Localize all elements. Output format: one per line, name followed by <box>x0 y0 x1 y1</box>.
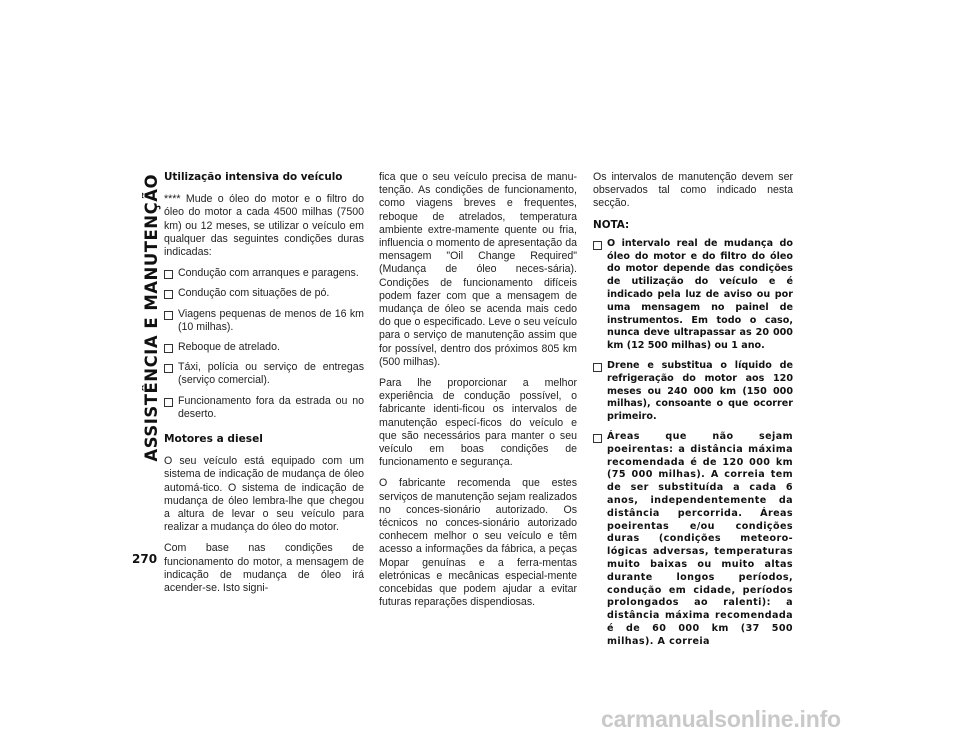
checkbox-square-icon <box>164 311 173 320</box>
checkbox-square-icon <box>593 363 602 372</box>
paragraph-maintenance-intervals: Para lhe proporcionar a melhor experiência de condução possível, o fabricante identi-ficou os intervalos de manutenção especí-ficos do veículo e que são necessários para manter o seu veículo em boas condições de funcionamento e segurança. <box>379 377 577 469</box>
column-1 <box>164 171 364 603</box>
page-number: 270 <box>132 552 158 566</box>
diesel-paragraph-2: Com base nas condições de funcionamento do motor, a mensagem de indicação de mudança de óleo irá acender-se. Isto signi- <box>164 542 364 595</box>
list-item: Condução com situações de pó. <box>164 287 364 300</box>
paragraph-intervals: Os intervalos de manutenção devem ser observados tal como indicado nesta secção. <box>593 171 793 210</box>
checkbox-square-icon <box>164 364 173 373</box>
paragraph-dealer: O fabricante recomenda que estes serviços de manutenção sejam realizados no conces-sionário autorizado. Os técnicos no conces-sionário autorizado conhecem melhor o seu veículo e têm acesso a informações da fábrica, a peças Mopar genuínas e a ferra-mentas eletrónicas e mecânicas especial-mente concebidas que podem ajudar a evitar futuras reparações dispendiosas. <box>379 477 577 609</box>
note-item: Drene e substitua o líquido de refrigeração do motor aos 120 meses ou 240 000 km (150 000 milhas), consoante o que ocorrer primeiro. <box>593 360 793 424</box>
note-label: NOTA: <box>593 218 630 231</box>
list-item: Viagens pequenas de menos de 16 km (10 milhas). <box>164 308 364 334</box>
section-title-text: ASSISTÊNCIA E MANUTENÇÃO <box>141 174 161 462</box>
intro-paragraph: **** Mude o óleo do motor e o filtro do óleo do motor a cada 4500 milhas (7500 km) ou 12 meses, se utilizar o veículo em qualquer das seguintes condições duras indicadas: <box>164 193 364 259</box>
checkbox-square-icon <box>164 398 173 407</box>
diesel-paragraph-1: O seu veículo está equipado com um sistema de indicação de mudança de óleo automá-tico. O sistema de indicação de mudança de óleo lembra-lhe que chegou a altura de levar o seu veículo para realizar a mudança do óleo do motor. <box>164 455 364 534</box>
heading-intensive-use: Utilização intensiva do veículo <box>164 171 343 183</box>
list-item: Táxi, polícia ou serviço de entregas (serviço comercial). <box>164 361 364 387</box>
paragraph-oil-change: fica que o seu veículo precisa de manu-tenção. As condições de funcionamento, como viagens breves e frequentes, reboque de atrelados, temperatura ambiente extre-mamente quente ou fria, influencia o momento de apresentação da mensagem "Oil Change Required" (Mudança de óleo neces-sária). Condições de funcionamento difíceis podem fazer com que a mensagem de mudança de óleo se acenda mais cedo do que o especificado. Leve o seu veículo para o serviço de manutenção assim que for possível, dentro dos próximos 805 km (500 milhas). <box>379 171 577 368</box>
section-title <box>134 174 168 548</box>
heading-diesel-engines: Motores a diesel <box>164 433 263 446</box>
checkbox-square-icon <box>164 290 173 299</box>
list-item: Funcionamento fora da estrada ou no deserto. <box>164 395 364 421</box>
column-2 <box>379 171 577 618</box>
column-3 <box>593 171 793 656</box>
note-item: O intervalo real de mudança do óleo do motor e do filtro do óleo do motor depende das condições de utilização do veículo e é indicado pela luz de aviso ou por uma mensagem no painel de instrumentos. Em todo o caso, nunca deve ultrapassar as 20 000 km (12 500 milhas) ou 1 ano. <box>593 238 793 353</box>
watermark: carmanualsonline.info <box>601 706 841 732</box>
checkbox-square-icon <box>164 344 173 353</box>
checkbox-square-icon <box>593 434 602 443</box>
list-item: Condução com arranques e paragens. <box>164 267 364 280</box>
list-item: Reboque de atrelado. <box>164 341 364 354</box>
checkbox-square-icon <box>593 241 602 250</box>
note-item: Áreas que não sejam poeirentas: a distância máxima recomendada é de 120 000 km (75 000 milhas). A correia tem de ser substituída a cada 6 anos, independentemente da distância percorrida. Áreas poeirentas e/ou condições duras (condições meteoro-lógicas adversas, temperaturas muito baixas ou muito altas durante longos períodos, condução em cidade, períodos prolongados ao ralenti): a distância máxima recomendada é de 60 000 km (37 500 milhas). A correia <box>593 431 793 649</box>
checkbox-square-icon <box>164 270 173 279</box>
